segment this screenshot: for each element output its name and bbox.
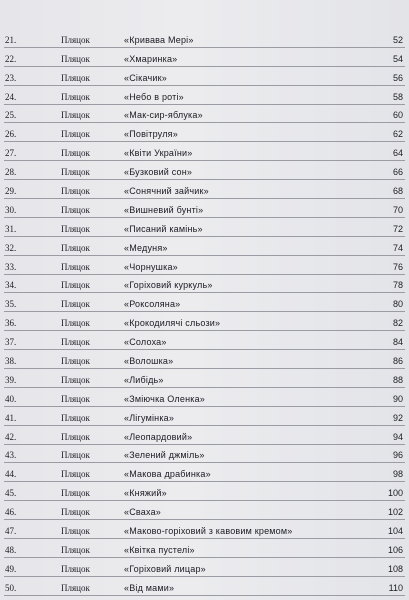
entry-kind: Пляцок: [61, 280, 90, 291]
entry-kind: Пляцок: [61, 412, 90, 423]
entry-kind: Пляцок: [61, 393, 90, 404]
toc-row: [4, 67, 405, 86]
entry-title: «Вишневий бунті»: [124, 204, 204, 215]
entry-page-number: 82: [392, 318, 403, 329]
entry-kind: Пляцок: [61, 563, 90, 574]
toc-row: [4, 161, 405, 180]
entry-kind: Пляцок: [61, 91, 90, 102]
entry-title: «Сваха»: [124, 507, 162, 518]
entry-kind: Пляцок: [61, 318, 90, 329]
entry-kind: Пляцок: [61, 431, 90, 442]
toc-row: [4, 199, 405, 218]
entry-number: 22.: [5, 53, 17, 64]
entry-number: 30.: [5, 204, 17, 215]
entry-kind: Пляцок: [61, 469, 90, 480]
entry-page-number: 100: [387, 488, 403, 499]
entry-number: 36.: [5, 318, 17, 329]
toc-row: [4, 29, 405, 48]
entry-page-number: 78: [392, 280, 403, 291]
entry-title: «Зелений джміль»: [124, 450, 205, 461]
entry-page-number: 70: [392, 204, 403, 215]
entry-kind: Пляцок: [61, 129, 90, 140]
entry-number: 37.: [5, 337, 17, 348]
toc-row: [4, 123, 405, 142]
entry-kind: Пляцок: [61, 53, 90, 64]
entry-kind: Пляцок: [61, 526, 90, 537]
entry-kind: Пляцок: [61, 223, 90, 234]
toc-row: [4, 501, 405, 520]
entry-page-number: 106: [387, 544, 403, 555]
entry-kind: Пляцок: [61, 299, 90, 310]
entry-title: «Писаний камінь»: [124, 223, 203, 234]
entry-number: 39.: [5, 374, 17, 385]
entry-number: 34.: [5, 280, 17, 291]
toc-row: [4, 256, 405, 275]
entry-page-number: 54: [392, 53, 403, 64]
entry-page-number: 76: [392, 261, 403, 272]
entry-number: 21.: [5, 34, 17, 45]
entry-page-number: 86: [392, 356, 403, 367]
entry-title: «Зміючка Оленка»: [124, 393, 205, 404]
entry-title: «Горіховий куркуль»: [124, 280, 213, 291]
entry-title: «Крокодилячі сльози»: [124, 318, 221, 329]
entry-page-number: 62: [392, 129, 403, 140]
entry-title: «Медуня»: [124, 242, 168, 253]
entry-number: 35.: [5, 299, 17, 310]
entry-page-number: 110: [388, 582, 403, 593]
entry-number: 47.: [5, 526, 17, 537]
entry-title: «Макова драбинка»: [124, 469, 211, 480]
entry-number: 26.: [5, 129, 17, 140]
entry-page-number: 92: [392, 412, 403, 423]
toc-row: [4, 558, 405, 577]
entry-number: 28.: [5, 167, 17, 178]
entry-number: 40.: [5, 393, 17, 404]
toc-row: [4, 86, 405, 105]
entry-title: «Квітка пустелі»: [124, 544, 195, 555]
toc-row: [4, 293, 405, 312]
entry-number: 27.: [5, 148, 17, 159]
toc-row: [4, 407, 405, 426]
entry-title: «Повітруля»: [124, 129, 178, 140]
entry-title: «Квіти України»: [124, 148, 193, 159]
entry-kind: Пляцок: [61, 167, 90, 178]
entry-kind: Пляцок: [61, 356, 90, 367]
toc-row: [4, 142, 405, 161]
toc-row: [4, 577, 405, 596]
entry-title: «Мак-сир-яблука»: [124, 110, 203, 121]
table-of-contents: [0, 29, 409, 596]
entry-title: «Сікачик»: [124, 72, 167, 83]
entry-number: 23.: [5, 72, 17, 83]
toc-row: [4, 312, 405, 331]
entry-page-number: 84: [392, 337, 403, 348]
entry-title: «Леопардовий»: [124, 431, 193, 442]
entry-title: «Волошка»: [124, 356, 174, 367]
entry-kind: Пляцок: [61, 261, 90, 272]
entry-title: «Хмаринка»: [124, 53, 178, 64]
entry-title: «Чорнушка»: [124, 261, 178, 272]
toc-row: [4, 105, 405, 124]
entry-page-number: 58: [392, 91, 403, 102]
toc-row: [4, 463, 405, 482]
entry-page-number: 90: [392, 393, 403, 404]
toc-row: [4, 388, 405, 407]
entry-title: «Роксоляна»: [124, 299, 181, 310]
entry-kind: Пляцок: [61, 374, 90, 385]
entry-page-number: 104: [387, 526, 403, 537]
entry-page-number: 72: [392, 223, 403, 234]
entry-kind: Пляцок: [61, 582, 90, 593]
entry-number: 41.: [5, 412, 17, 423]
entry-title: «Либідь»: [124, 374, 164, 385]
entry-number: 32.: [5, 242, 17, 253]
toc-row: [4, 331, 405, 350]
entry-title: «Бузковий сон»: [124, 167, 193, 178]
entry-number: 25.: [5, 110, 17, 121]
entry-number: 44.: [5, 469, 17, 480]
toc-row: [4, 520, 405, 539]
entry-number: 49.: [5, 563, 17, 574]
toc-row: [4, 369, 405, 388]
toc-row: [4, 482, 405, 501]
entry-page-number: 88: [392, 374, 403, 385]
toc-row: [4, 237, 405, 256]
toc-row: [4, 48, 405, 67]
entry-title: «Кривава Мері»: [124, 34, 194, 45]
entry-number: 33.: [5, 261, 17, 272]
entry-kind: Пляцок: [61, 110, 90, 121]
entry-page-number: 94: [392, 431, 403, 442]
toc-row: [4, 426, 405, 445]
entry-page-number: 108: [387, 563, 403, 574]
toc-row: [4, 218, 405, 237]
entry-number: 45.: [5, 488, 17, 499]
entry-kind: Пляцок: [61, 450, 90, 461]
entry-page-number: 80: [392, 299, 403, 310]
entry-kind: Пляцок: [61, 72, 90, 83]
entry-number: 31.: [5, 223, 17, 234]
toc-row: [4, 275, 405, 294]
entry-page-number: 56: [392, 72, 403, 83]
entry-kind: Пляцок: [61, 242, 90, 253]
entry-page-number: 98: [392, 469, 403, 480]
entry-kind: Пляцок: [61, 34, 90, 45]
entry-title: «Княжий»: [124, 488, 167, 499]
entry-page-number: 64: [392, 148, 403, 159]
entry-title: «Лігумінка»: [124, 412, 175, 423]
entry-title: «Солоха»: [124, 337, 167, 348]
entry-number: 24.: [5, 91, 17, 102]
entry-title: «Маково-горіховий з кавовим кремом»: [124, 526, 293, 537]
entry-kind: Пляцок: [61, 507, 90, 518]
entry-kind: Пляцок: [61, 204, 90, 215]
entry-number: 29.: [5, 186, 17, 197]
entry-page-number: 74: [392, 242, 403, 253]
toc-row: [4, 180, 405, 199]
entry-title: «Сонячний зайчик»: [124, 186, 209, 197]
entry-title: «Горіховий лицар»: [124, 563, 206, 574]
entry-number: 50.: [5, 582, 17, 593]
entry-title: «Небо в роті»: [124, 91, 184, 102]
toc-row: [4, 445, 405, 464]
entry-number: 38.: [5, 356, 17, 367]
entry-kind: Пляцок: [61, 337, 90, 348]
entry-number: 42.: [5, 431, 17, 442]
entry-number: 43.: [5, 450, 17, 461]
entry-kind: Пляцок: [61, 186, 90, 197]
entry-kind: Пляцок: [61, 488, 90, 499]
entry-page-number: 52: [392, 34, 403, 45]
entry-number: 48.: [5, 544, 17, 555]
toc-row: [4, 350, 405, 369]
entry-kind: Пляцок: [61, 148, 90, 159]
entry-title: «Від мами»: [124, 582, 175, 593]
entry-page-number: 66: [392, 167, 403, 178]
toc-row: [4, 539, 405, 558]
entry-kind: Пляцок: [61, 544, 90, 555]
entry-number: 46.: [5, 507, 17, 518]
entry-page-number: 96: [392, 450, 403, 461]
entry-page-number: 102: [387, 507, 403, 518]
entry-page-number: 60: [392, 110, 403, 121]
entry-page-number: 68: [392, 186, 403, 197]
